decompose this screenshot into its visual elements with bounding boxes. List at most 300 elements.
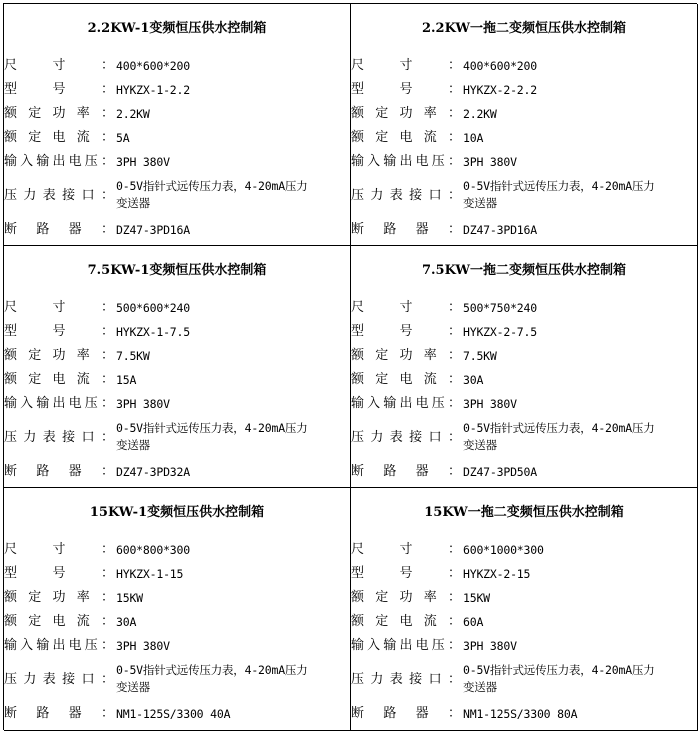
spec-row-current (4, 610, 350, 634)
label-char: 路 (383, 706, 397, 721)
label-char: 出 (52, 396, 66, 411)
label-colon: ： (447, 614, 461, 629)
spec-label (4, 416, 116, 460)
label-colon: ： (100, 638, 114, 653)
spec-row-power (4, 102, 350, 126)
label-colon: ： (100, 396, 114, 411)
label-char: 输 (36, 638, 50, 653)
label-char: 定 (28, 130, 42, 145)
spec-label (351, 610, 463, 634)
label-char: 输 (4, 638, 18, 653)
label-char: 力 (23, 188, 37, 203)
label-char: 输 (4, 396, 18, 411)
label-char: 输 (351, 154, 365, 169)
label-char: 型 (4, 566, 18, 581)
spec-row-io-voltage (351, 634, 697, 658)
label-char: 力 (370, 188, 384, 203)
spec-row-breaker (351, 218, 697, 242)
spec-value: 5A (116, 131, 130, 145)
spec-value (463, 416, 695, 454)
spec-label (4, 460, 116, 484)
spec-label (4, 702, 116, 726)
label-char: 力 (370, 430, 384, 445)
spec-value-line: 0-5V指针式远传压力表，4-20mA压力 (116, 179, 308, 193)
product-title: 2.2KW-1变频恒压供水控制箱 (87, 21, 267, 36)
spec-value: 2.2KW (116, 107, 150, 121)
spec-label (4, 126, 116, 150)
label-char: 额 (4, 130, 18, 145)
spec-value: 10A (463, 131, 484, 145)
label-char: 断 (4, 706, 18, 721)
label-char: 口 (428, 430, 442, 445)
spec-value: 400*600*200 (463, 59, 537, 73)
spec-row-gauge-port (351, 658, 697, 702)
spec-value: 7.5KW (463, 349, 497, 363)
label-char: 寸 (52, 300, 66, 315)
label-char: 器 (415, 464, 429, 479)
label-char: 定 (375, 614, 389, 629)
product-title: 7.5KW-1变频恒压供水控制箱 (87, 263, 267, 278)
label-colon: ： (447, 300, 461, 315)
spec-label (4, 538, 116, 562)
spec-value: 7.5KW (116, 349, 150, 363)
label-char: 入 (367, 154, 381, 169)
spec-label (351, 218, 463, 242)
label-char: 流 (423, 372, 437, 387)
label-char: 号 (52, 324, 66, 339)
spec-value-line: 变送器 (116, 680, 150, 694)
label-colon: ： (100, 324, 114, 339)
label-char: 入 (20, 154, 34, 169)
spec-label (4, 610, 116, 634)
label-char: 尺 (4, 58, 18, 73)
label-char: 口 (428, 188, 442, 203)
spec-value: 30A (116, 615, 137, 629)
label-char: 输 (4, 154, 18, 169)
product-title: 7.5KW一拖二变频恒压供水控制箱 (421, 263, 627, 278)
label-char: 压 (351, 188, 365, 203)
label-colon: ： (447, 58, 461, 73)
label-colon: ： (100, 706, 114, 721)
label-colon: ： (100, 614, 114, 629)
label-char: 器 (68, 464, 82, 479)
label-char: 率 (76, 348, 90, 363)
label-char: 力 (23, 672, 37, 687)
spec-row-size (351, 538, 697, 562)
label-char: 号 (399, 566, 413, 581)
label-char: 压 (431, 154, 445, 169)
label-char: 出 (52, 154, 66, 169)
label-char: 率 (423, 348, 437, 363)
label-char: 寸 (52, 542, 66, 557)
spec-label (351, 126, 463, 150)
label-char: 电 (68, 154, 82, 169)
label-char: 口 (81, 430, 95, 445)
spec-row-io-voltage (351, 150, 697, 174)
label-char: 寸 (52, 58, 66, 73)
label-char: 路 (36, 706, 50, 721)
spec-label (351, 634, 463, 658)
label-char: 额 (4, 372, 18, 387)
label-char: 定 (28, 348, 42, 363)
label-char: 额 (4, 348, 18, 363)
spec-row-model (4, 78, 350, 102)
spec-row-current (4, 368, 350, 392)
label-char: 尺 (4, 542, 18, 557)
label-char: 压 (84, 154, 98, 169)
spec-row-io-voltage (4, 392, 350, 416)
label-char: 电 (415, 638, 429, 653)
label-char: 入 (367, 638, 381, 653)
spec-label (4, 78, 116, 102)
label-char: 流 (423, 130, 437, 145)
label-char: 路 (36, 222, 50, 237)
spec-row-breaker (4, 460, 350, 484)
label-char: 率 (76, 590, 90, 605)
label-char: 表 (389, 188, 403, 203)
spec-value-line: 变送器 (116, 196, 150, 210)
label-char: 出 (399, 154, 413, 169)
label-char: 断 (351, 706, 365, 721)
label-char: 断 (4, 222, 18, 237)
label-char: 出 (399, 396, 413, 411)
spec-row-power (351, 586, 697, 610)
spec-value: 60A (463, 615, 484, 629)
spec-value: 3PH 380V (463, 397, 517, 411)
spec-row-model (351, 78, 697, 102)
label-colon: ： (100, 58, 114, 73)
spec-value: HYKZX-2-15 (463, 567, 531, 581)
spec-label (351, 368, 463, 392)
spec-label (351, 150, 463, 174)
label-char: 路 (383, 464, 397, 479)
label-colon: ： (447, 372, 461, 387)
label-char: 表 (42, 672, 56, 687)
label-colon: ： (100, 430, 114, 445)
product-title: 15KW一拖二变频恒压供水控制箱 (424, 505, 624, 520)
label-char: 输 (351, 638, 365, 653)
spec-label (351, 344, 463, 368)
spec-value-line: 变送器 (463, 680, 497, 694)
label-colon: ： (447, 706, 461, 721)
label-char: 额 (4, 614, 18, 629)
label-char: 额 (351, 372, 365, 387)
label-colon: ： (100, 82, 114, 97)
spec-label (351, 538, 463, 562)
label-char: 定 (375, 106, 389, 121)
spec-row-gauge-port (4, 416, 350, 460)
label-char: 输 (383, 154, 397, 169)
label-colon: ： (100, 300, 114, 315)
label-char: 流 (76, 372, 90, 387)
spec-value: 600*1000*300 (463, 543, 544, 557)
spec-value: 15A (116, 373, 137, 387)
spec-value: HYKZX-1-7.5 (116, 325, 190, 339)
label-char: 接 (409, 430, 423, 445)
label-char: 型 (351, 82, 365, 97)
spec-value-line: 变送器 (116, 438, 150, 452)
label-char: 寸 (399, 542, 413, 557)
label-char: 流 (76, 130, 90, 145)
spec-value-line: 变送器 (463, 196, 497, 210)
label-colon: ： (447, 638, 461, 653)
label-char: 压 (431, 396, 445, 411)
spec-row-model (4, 562, 350, 586)
label-char: 入 (20, 396, 34, 411)
spec-label (4, 320, 116, 344)
label-char: 定 (28, 590, 42, 605)
spec-label (4, 658, 116, 702)
product-spec-cell (351, 488, 698, 731)
label-char: 输 (36, 396, 50, 411)
label-char: 额 (351, 130, 365, 145)
label-char: 电 (52, 130, 66, 145)
product-spec-cell (4, 4, 351, 246)
label-char: 额 (4, 590, 18, 605)
label-char: 流 (76, 614, 90, 629)
spec-label (4, 368, 116, 392)
spec-label (351, 562, 463, 586)
spec-label (351, 320, 463, 344)
label-char: 电 (415, 154, 429, 169)
label-char: 器 (68, 706, 82, 721)
label-char: 电 (68, 638, 82, 653)
spec-label (4, 344, 116, 368)
label-char: 功 (52, 348, 66, 363)
product-title: 15KW-1变频恒压供水控制箱 (89, 505, 265, 520)
spec-row-size (351, 54, 697, 78)
label-char: 入 (20, 638, 34, 653)
label-char: 表 (42, 188, 56, 203)
label-char: 定 (28, 372, 42, 387)
spec-value: DZ47-3PD32A (116, 465, 190, 479)
spec-value: 400*600*200 (116, 59, 190, 73)
label-char: 电 (52, 614, 66, 629)
label-char: 定 (28, 614, 42, 629)
label-colon: ： (100, 372, 114, 387)
spec-row-size (4, 538, 350, 562)
label-char: 断 (4, 464, 18, 479)
spec-value: 3PH 380V (463, 639, 517, 653)
label-char: 口 (428, 672, 442, 687)
label-char: 号 (52, 82, 66, 97)
product-title: 2.2KW一拖二变频恒压供水控制箱 (421, 21, 627, 36)
spec-label (4, 54, 116, 78)
label-char: 电 (68, 396, 82, 411)
label-colon: ： (447, 430, 461, 445)
label-colon: ： (100, 672, 114, 687)
label-char: 断 (351, 222, 365, 237)
label-char: 率 (423, 590, 437, 605)
label-char: 号 (52, 566, 66, 581)
spec-value: HYKZX-2-2.2 (463, 83, 537, 97)
label-char: 器 (415, 706, 429, 721)
spec-value: HYKZX-2-7.5 (463, 325, 537, 339)
spec-value: 15KW (463, 591, 490, 605)
label-char: 额 (351, 348, 365, 363)
spec-label (4, 174, 116, 218)
label-char: 压 (4, 188, 18, 203)
label-char: 输 (383, 638, 397, 653)
label-char: 出 (399, 638, 413, 653)
label-char: 号 (399, 324, 413, 339)
label-colon: ： (447, 106, 461, 121)
label-colon: ： (447, 188, 461, 203)
spec-value: 3PH 380V (116, 397, 170, 411)
spec-value (116, 416, 348, 454)
label-colon: ： (100, 188, 114, 203)
spec-label (351, 416, 463, 460)
spec-label (351, 460, 463, 484)
label-char: 定 (375, 348, 389, 363)
spec-label (4, 562, 116, 586)
product-spec-cell (4, 488, 351, 731)
label-char: 电 (399, 614, 413, 629)
label-char: 压 (351, 430, 365, 445)
label-char: 压 (84, 396, 98, 411)
label-colon: ： (100, 130, 114, 145)
label-char: 号 (399, 82, 413, 97)
spec-label (4, 150, 116, 174)
label-char: 压 (351, 672, 365, 687)
label-char: 额 (4, 106, 18, 121)
label-colon: ： (447, 464, 461, 479)
label-char: 出 (52, 638, 66, 653)
label-char: 路 (36, 464, 50, 479)
spec-row-breaker (4, 218, 350, 242)
label-char: 尺 (351, 300, 365, 315)
spec-value: DZ47-3PD16A (116, 223, 190, 237)
label-char: 断 (351, 464, 365, 479)
label-char: 输 (351, 396, 365, 411)
label-char: 压 (431, 638, 445, 653)
label-char: 率 (423, 106, 437, 121)
label-char: 定 (375, 130, 389, 145)
spec-value: HYKZX-1-2.2 (116, 83, 190, 97)
label-char: 率 (76, 106, 90, 121)
label-colon: ： (447, 672, 461, 687)
spec-row-power (351, 344, 697, 368)
spec-value: 3PH 380V (463, 155, 517, 169)
spec-label (4, 392, 116, 416)
spec-row-io-voltage (4, 150, 350, 174)
spec-row-gauge-port (351, 416, 697, 460)
spec-label (351, 658, 463, 702)
spec-row-power (4, 344, 350, 368)
label-colon: ： (100, 106, 114, 121)
label-char: 型 (351, 566, 365, 581)
spec-row-model (351, 562, 697, 586)
label-char: 输 (36, 154, 50, 169)
label-char: 口 (81, 188, 95, 203)
label-char: 压 (84, 638, 98, 653)
spec-value: 600*800*300 (116, 543, 190, 557)
spec-value: 15KW (116, 591, 143, 605)
spec-row-current (351, 610, 697, 634)
label-char: 流 (423, 614, 437, 629)
spec-value: 3PH 380V (116, 155, 170, 169)
spec-value-line: 0-5V指针式远传压力表，4-20mA压力 (116, 421, 308, 435)
label-colon: ： (447, 324, 461, 339)
label-char: 压 (4, 430, 18, 445)
label-char: 接 (409, 188, 423, 203)
label-char: 电 (52, 372, 66, 387)
label-char: 接 (62, 672, 76, 687)
spec-value: HYKZX-1-15 (116, 567, 184, 581)
spec-row-breaker (351, 702, 697, 726)
spec-label (4, 586, 116, 610)
label-colon: ： (447, 348, 461, 363)
spec-label (351, 174, 463, 218)
label-char: 功 (52, 106, 66, 121)
spec-row-io-voltage (351, 392, 697, 416)
spec-value-line: 0-5V指针式远传压力表，4-20mA压力 (116, 663, 308, 677)
spec-value: NM1-125S/3300 40A (116, 707, 231, 721)
spec-value (463, 658, 695, 696)
spec-value: NM1-125S/3300 80A (463, 707, 578, 721)
spec-value: 500*750*240 (463, 301, 537, 315)
label-char: 功 (52, 590, 66, 605)
spec-value (116, 174, 348, 212)
spec-row-io-voltage (4, 634, 350, 658)
spec-row-size (4, 54, 350, 78)
spec-row-model (351, 320, 697, 344)
spec-row-gauge-port (4, 658, 350, 702)
label-char: 定 (28, 106, 42, 121)
label-char: 尺 (4, 300, 18, 315)
spec-label (351, 296, 463, 320)
label-char: 型 (4, 82, 18, 97)
label-char: 额 (351, 590, 365, 605)
spec-value (116, 658, 348, 696)
label-char: 接 (62, 430, 76, 445)
spec-value-line: 0-5V指针式远传压力表，4-20mA压力 (463, 179, 655, 193)
spec-value-line: 0-5V指针式远传压力表，4-20mA压力 (463, 663, 655, 677)
spec-row-gauge-port (351, 174, 697, 218)
spec-label (4, 634, 116, 658)
label-char: 电 (399, 130, 413, 145)
spec-row-current (351, 126, 697, 150)
product-spec-cell (351, 4, 698, 246)
spec-label (4, 296, 116, 320)
label-char: 口 (81, 672, 95, 687)
product-spec-cell (351, 246, 698, 488)
label-colon: ： (447, 542, 461, 557)
label-char: 电 (415, 396, 429, 411)
label-colon: ： (100, 154, 114, 169)
spec-row-current (351, 368, 697, 392)
spec-label (4, 102, 116, 126)
spec-label (351, 54, 463, 78)
label-char: 器 (415, 222, 429, 237)
label-char: 力 (23, 430, 37, 445)
spec-row-gauge-port (4, 174, 350, 218)
spec-row-power (4, 586, 350, 610)
label-colon: ： (447, 154, 461, 169)
label-char: 型 (4, 324, 18, 339)
spec-row-current (4, 126, 350, 150)
label-char: 表 (42, 430, 56, 445)
label-char: 输 (383, 396, 397, 411)
label-char: 功 (399, 348, 413, 363)
spec-row-power (351, 102, 697, 126)
spec-value: 2.2KW (463, 107, 497, 121)
label-char: 定 (375, 372, 389, 387)
spec-label (351, 102, 463, 126)
label-colon: ： (447, 396, 461, 411)
label-char: 功 (399, 106, 413, 121)
label-char: 尺 (351, 58, 365, 73)
